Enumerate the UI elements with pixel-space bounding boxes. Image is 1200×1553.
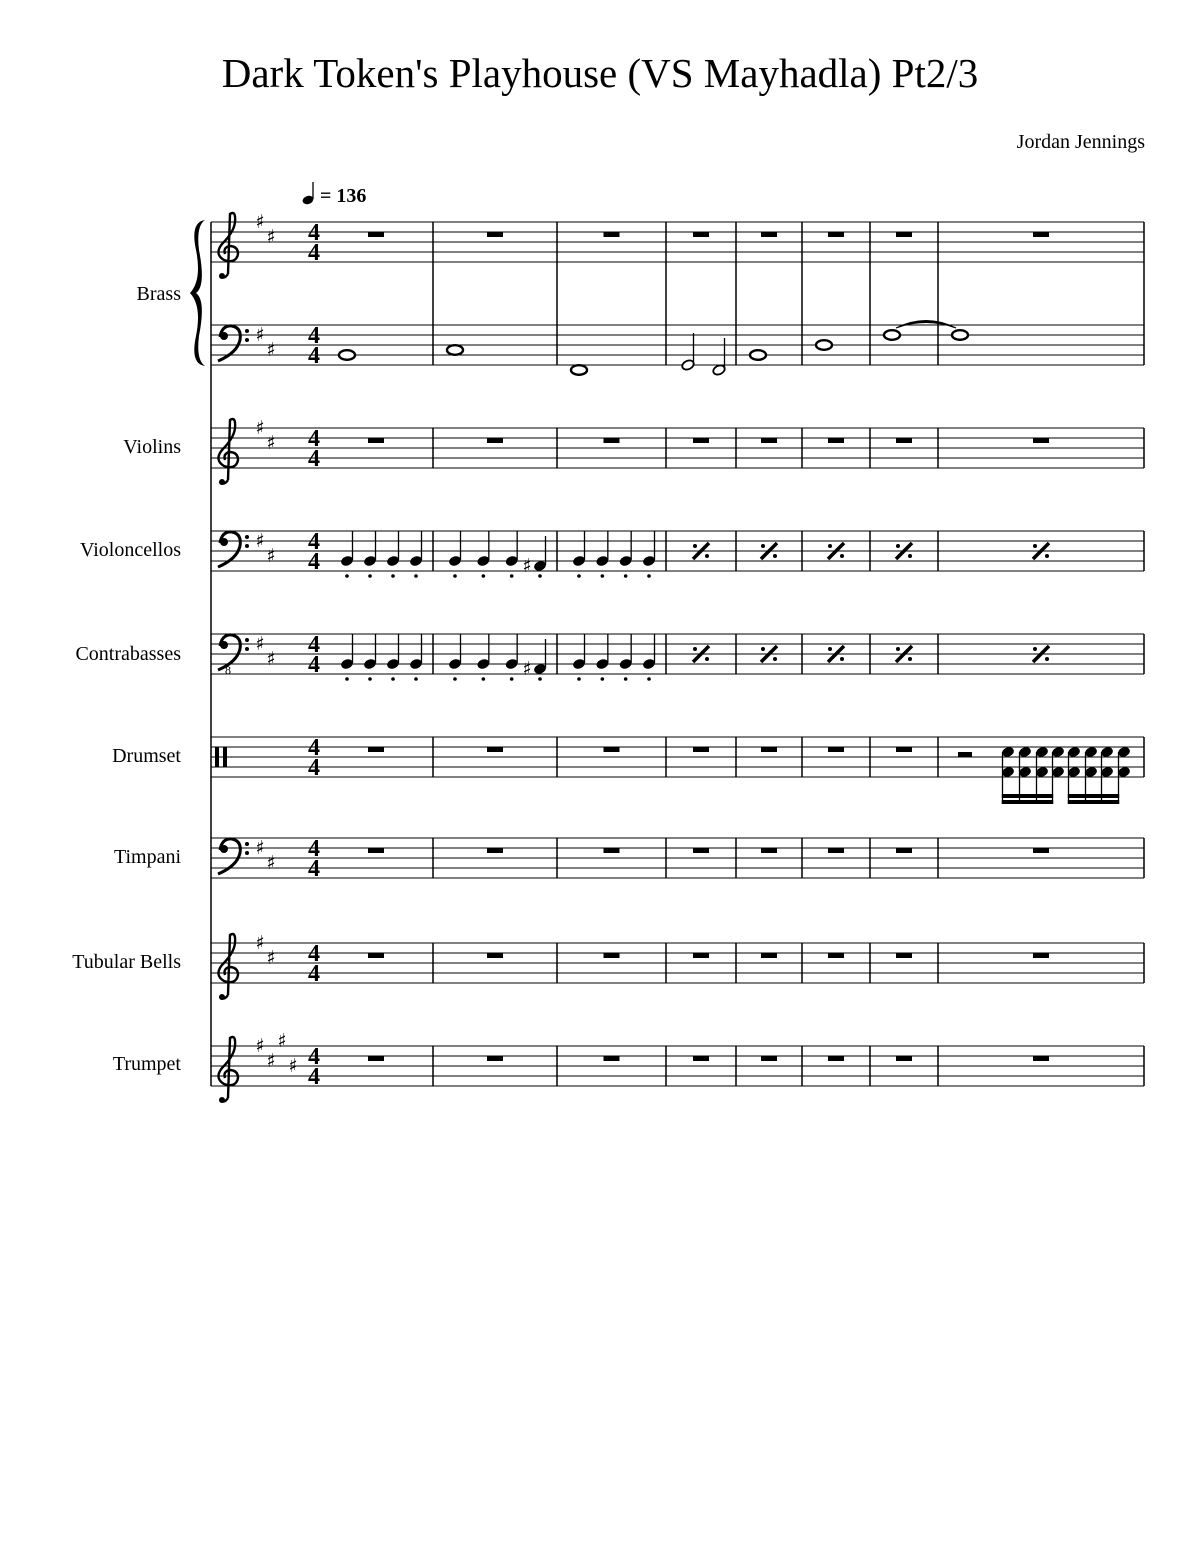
measure (604, 1056, 620, 1061)
bass-clef-icon (218, 839, 249, 874)
key-signature-sharp-icon: ♯ (266, 339, 276, 361)
key-signature-sharp-icon: ♯ (266, 1050, 276, 1072)
time-signature-denominator: 4 (308, 856, 320, 882)
time-signature-denominator: 4 (308, 755, 320, 781)
measure (1033, 848, 1049, 853)
whole-rest (1033, 848, 1049, 853)
whole-rest (693, 1056, 709, 1061)
percussion-clef-icon (215, 747, 219, 767)
measure (958, 746, 1131, 804)
measure (896, 232, 912, 237)
measure (828, 747, 844, 752)
staccato-dot (601, 574, 605, 578)
whole-rest (487, 232, 503, 237)
measure-repeat-dot (1033, 647, 1037, 651)
whole-note (952, 330, 968, 340)
whole-rest (604, 438, 620, 443)
measure (761, 848, 777, 853)
measure (604, 953, 620, 958)
measure-repeat-dot (828, 647, 832, 651)
measure-repeat-dot (693, 647, 697, 651)
staccato-dot (538, 574, 542, 578)
beam (1002, 800, 1053, 804)
whole-rest (828, 438, 844, 443)
measure-repeat-dot (828, 544, 832, 548)
tempo-marking (301, 182, 366, 207)
measure-repeat-dot (896, 647, 900, 651)
instrument-label: Trumpet (112, 1053, 181, 1075)
measure-repeat-dot (693, 544, 697, 548)
measure (604, 438, 620, 443)
measure-repeat-dot (1033, 544, 1037, 548)
measure-repeat-dot (840, 554, 844, 558)
key-signature-sharp-icon: ♯ (277, 1030, 287, 1052)
whole-rest (604, 1056, 620, 1061)
score-title: Dark Token's Playhouse (VS Mayhadla) Pt2/3 (221, 50, 979, 96)
whole-rest (896, 747, 912, 752)
staccato-dot (647, 574, 651, 578)
measure (693, 953, 709, 958)
whole-rest (761, 1056, 777, 1061)
staccato-dot (391, 677, 395, 681)
measure (828, 438, 844, 443)
staccato-dot (414, 677, 418, 681)
staccato-dot (345, 574, 349, 578)
whole-rest (368, 953, 384, 958)
key-signature-sharp-icon: ♯ (255, 1035, 265, 1057)
measure (368, 438, 384, 443)
treble-clef-icon (218, 1037, 238, 1103)
time-signature-numerator: 4 (308, 1044, 320, 1070)
whole-rest (693, 848, 709, 853)
measure (368, 953, 384, 958)
whole-rest (604, 848, 620, 853)
whole-rest (368, 848, 384, 853)
time-signature-numerator: 4 (308, 323, 320, 349)
measure (896, 747, 912, 752)
measure (339, 350, 355, 360)
whole-rest (693, 747, 709, 752)
whole-rest (487, 953, 503, 958)
measure-repeat-dot (896, 544, 900, 548)
whole-rest (604, 953, 620, 958)
staccato-dot (624, 574, 628, 578)
whole-rest (896, 438, 912, 443)
key-signature-sharp-icon: ♯ (255, 211, 265, 233)
measure-repeat-dot (705, 657, 709, 661)
time-signature-denominator: 4 (308, 446, 320, 472)
staccato-dot (577, 574, 581, 578)
whole-note (447, 345, 463, 355)
bass-clef-icon (218, 532, 249, 567)
whole-rest (761, 848, 777, 853)
quarter-note-icon (301, 182, 314, 206)
measure (828, 1056, 844, 1061)
measure (750, 350, 766, 360)
measure (368, 747, 384, 752)
measure (693, 848, 709, 853)
staff-trumpet (211, 1030, 1144, 1103)
measure (368, 848, 384, 853)
whole-rest (368, 1056, 384, 1061)
staff-brass (211, 321, 1144, 377)
whole-rest (693, 438, 709, 443)
staccato-dot (577, 677, 581, 681)
measure (1033, 232, 1049, 237)
treble-clef-icon (218, 213, 238, 279)
bass-clef-icon (218, 635, 249, 670)
whole-rest (368, 438, 384, 443)
measure (816, 340, 832, 350)
whole-note (339, 350, 355, 360)
whole-rest (487, 848, 503, 853)
staff-timpani (211, 836, 1144, 882)
octave-clef-mark: 8 (225, 663, 231, 677)
whole-note (816, 340, 832, 350)
staccato-dot (368, 574, 372, 578)
bass-clef-icon (218, 326, 249, 361)
key-signature-sharp-icon: ♯ (255, 932, 265, 954)
instrument-label: Contrabasses (75, 643, 181, 665)
time-signature-denominator: 4 (308, 549, 320, 575)
measure (447, 345, 463, 355)
staccato-dot (601, 677, 605, 681)
staccato-dot (482, 677, 486, 681)
measure (487, 848, 503, 853)
measure (1033, 438, 1049, 443)
staff-tubular-bells (211, 932, 1144, 1000)
measure (487, 438, 503, 443)
measure-repeat-dot (1045, 657, 1049, 661)
staccato-dot (510, 574, 514, 578)
staccato-dot (624, 677, 628, 681)
time-signature-denominator: 4 (308, 961, 320, 987)
measure (604, 747, 620, 752)
measure (952, 330, 968, 340)
staff-violins (211, 417, 1144, 485)
measure (693, 438, 709, 443)
measure-repeat-dot (908, 554, 912, 558)
measure (1033, 953, 1049, 958)
key-signature-sharp-icon: ♯ (266, 648, 276, 670)
whole-rest (828, 1056, 844, 1061)
whole-note (750, 350, 766, 360)
measure (761, 438, 777, 443)
measure (828, 232, 844, 237)
accidental-sharp-icon: ♯ (522, 555, 532, 577)
measure (368, 1056, 384, 1061)
key-signature-sharp-icon: ♯ (266, 545, 276, 567)
key-signature-sharp-icon: ♯ (266, 947, 276, 969)
time-signature-denominator: 4 (308, 343, 320, 369)
instrument-label: Brass (136, 283, 181, 305)
measure (604, 848, 620, 853)
whole-note (884, 330, 900, 340)
time-signature-numerator: 4 (308, 426, 320, 452)
key-signature-sharp-icon: ♯ (255, 837, 265, 859)
whole-rest (1033, 1056, 1049, 1061)
whole-rest (693, 232, 709, 237)
time-signature-numerator: 4 (308, 735, 320, 761)
whole-rest (368, 232, 384, 237)
staccato-dot (510, 677, 514, 681)
time-signature-numerator: 4 (308, 836, 320, 862)
whole-rest (896, 1056, 912, 1061)
whole-rest (1033, 438, 1049, 443)
instrument-label: Drumset (112, 745, 181, 767)
beam (1068, 794, 1119, 798)
time-signature-numerator: 4 (308, 941, 320, 967)
whole-rest (368, 747, 384, 752)
staff-contrabasses (211, 632, 1144, 681)
measure-repeat-dot (705, 554, 709, 558)
whole-rest (896, 953, 912, 958)
whole-rest (828, 848, 844, 853)
measure (693, 1056, 709, 1061)
measure (487, 747, 503, 752)
tie (896, 321, 956, 329)
measure (828, 848, 844, 853)
whole-rest (828, 747, 844, 752)
measure-repeat-dot (773, 657, 777, 661)
half-rest (958, 752, 972, 757)
time-signature-numerator: 4 (308, 220, 320, 246)
key-signature-sharp-icon: ♯ (255, 324, 265, 346)
whole-rest (604, 232, 620, 237)
time-signature-denominator: 4 (308, 652, 320, 678)
whole-rest (761, 953, 777, 958)
measure (761, 232, 777, 237)
measure (761, 1056, 777, 1061)
instrument-label: Violoncellos (79, 539, 181, 561)
key-signature-sharp-icon: ♯ (266, 432, 276, 454)
time-signature-numerator: 4 (308, 632, 320, 658)
staccato-dot (647, 677, 651, 681)
key-signature-sharp-icon: ♯ (255, 417, 265, 439)
measure (896, 1056, 912, 1061)
key-signature-sharp-icon: ♯ (288, 1055, 298, 1077)
measure-repeat-dot (773, 554, 777, 558)
measure-repeat-dot (1045, 554, 1049, 558)
measure (884, 321, 956, 340)
whole-note (571, 365, 587, 375)
treble-clef-icon (218, 934, 238, 1000)
whole-rest (761, 232, 777, 237)
composer: Jordan Jennings (1016, 131, 1145, 153)
whole-rest (487, 747, 503, 752)
staccato-dot (453, 677, 457, 681)
measure (604, 232, 620, 237)
whole-rest (487, 1056, 503, 1061)
brace-icon (190, 220, 205, 366)
measure (693, 232, 709, 237)
treble-clef-icon (218, 419, 238, 485)
measure (828, 953, 844, 958)
percussion-clef-icon (223, 747, 227, 767)
whole-rest (604, 747, 620, 752)
whole-rest (761, 747, 777, 752)
time-signature-denominator: 4 (308, 240, 320, 266)
instrument-label: Timpani (113, 846, 181, 868)
whole-rest (693, 953, 709, 958)
measure (896, 848, 912, 853)
staccato-dot (482, 574, 486, 578)
measure (693, 747, 709, 752)
whole-rest (896, 232, 912, 237)
whole-rest (1033, 232, 1049, 237)
measure-repeat-dot (840, 657, 844, 661)
accidental-sharp-icon: ♯ (522, 658, 532, 680)
measure (487, 232, 503, 237)
key-signature-sharp-icon: ♯ (266, 226, 276, 248)
staff-drumset (211, 735, 1144, 804)
staccato-dot (391, 574, 395, 578)
instrument-label: Violins (123, 436, 181, 458)
key-signature-sharp-icon: ♯ (255, 530, 265, 552)
measure (761, 747, 777, 752)
staccato-dot (368, 677, 372, 681)
staccato-dot (345, 677, 349, 681)
measure (487, 953, 503, 958)
measure (1033, 1056, 1049, 1061)
key-signature-sharp-icon: ♯ (255, 633, 265, 655)
measure (487, 1056, 503, 1061)
staccato-dot (538, 677, 542, 681)
time-signature-numerator: 4 (308, 529, 320, 555)
whole-rest (761, 438, 777, 443)
instrument-label: Tubular Bells (72, 951, 181, 973)
staccato-dot (453, 574, 457, 578)
whole-rest (828, 953, 844, 958)
measure (571, 365, 587, 375)
measure-repeat-dot (761, 647, 765, 651)
whole-rest (1033, 953, 1049, 958)
tempo-text: = 136 (320, 185, 367, 207)
key-signature-sharp-icon: ♯ (266, 852, 276, 874)
measure (761, 953, 777, 958)
measure (896, 438, 912, 443)
measure (368, 232, 384, 237)
whole-rest (896, 848, 912, 853)
measure-repeat-dot (761, 544, 765, 548)
whole-rest (828, 232, 844, 237)
staff-brass (211, 211, 1144, 365)
whole-rest (487, 438, 503, 443)
measure (896, 953, 912, 958)
beam (1002, 794, 1053, 798)
staccato-dot (414, 574, 418, 578)
time-signature-denominator: 4 (308, 1064, 320, 1090)
measure-repeat-dot (908, 657, 912, 661)
beam (1068, 800, 1119, 804)
staff-violoncellos (211, 529, 1144, 578)
